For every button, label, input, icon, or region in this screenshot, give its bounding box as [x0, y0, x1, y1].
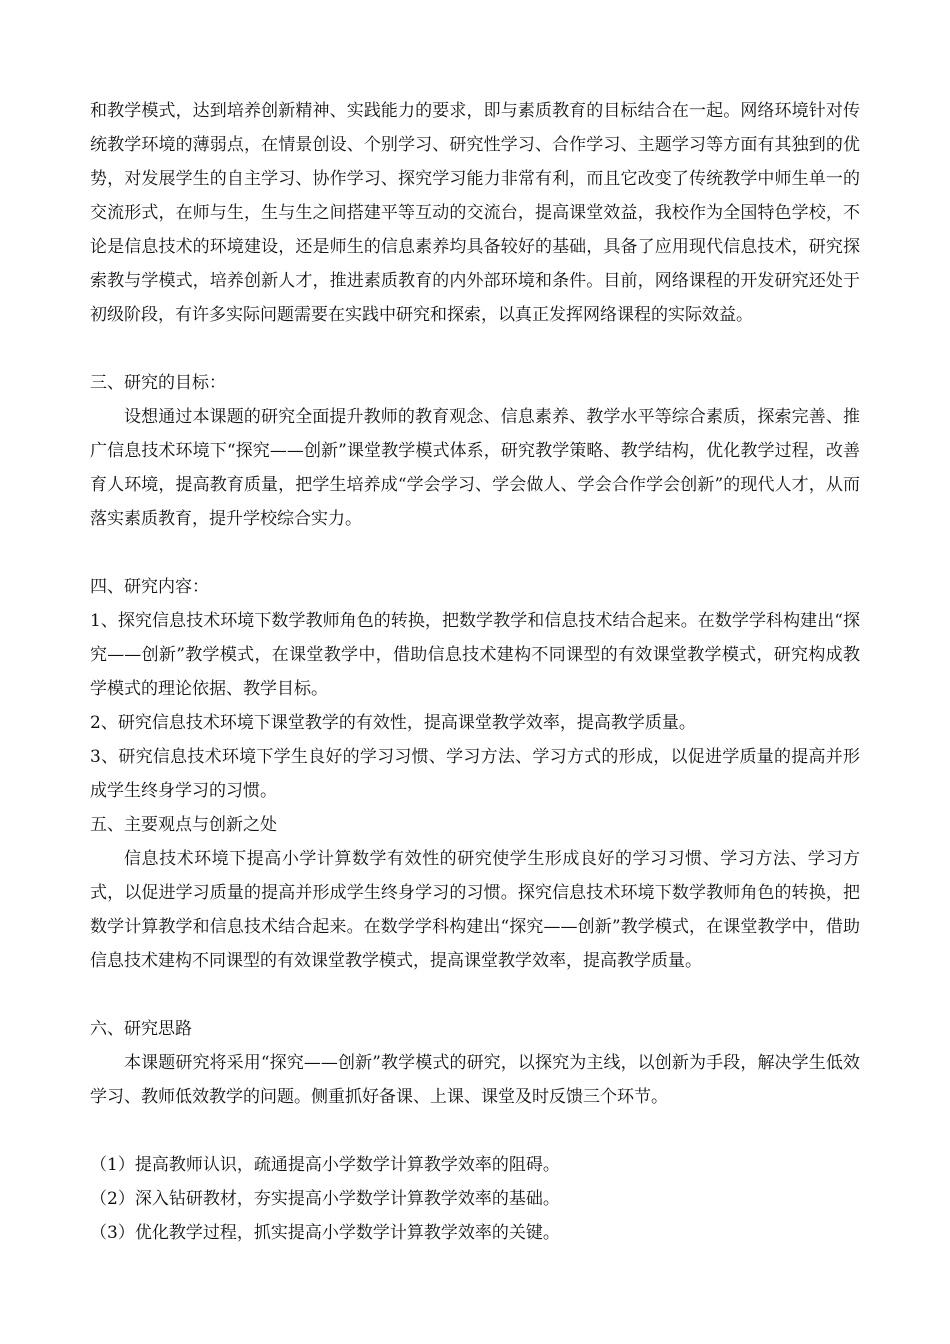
section-heading-innovation: 五、主要观点与创新之处: [90, 815, 277, 835]
content-item-1: 1、探究信息技术环境下数学教师角色的转换，把数学教学和信息技术结合起来。在数学学科构建出“探究——创新”教学模式，在课堂教学中，借助信息技术建构不同课型的有效课堂教学模式，研究构成教学模式的理论依据、教学目标。: [90, 611, 860, 699]
content-item-2: 2、研究信息技术环境下课堂教学的有效性，提高课堂教学效率，提高教学质量。: [90, 713, 696, 733]
approach-paragraph: 本课题研究将采用“探究——创新”教学模式的研究，以探究为主线，以创新为手段，解决学生低效学习、教师低效教学的问题。侧重抓好备课、上课、课堂及时反馈三个环节。: [90, 1053, 860, 1107]
section-heading-content: 四、研究内容：: [90, 577, 209, 597]
approach-step-2: （2）深入钻研教材，夯实提高小学数学计算教学效率的基础。: [90, 1189, 560, 1209]
goals-paragraph: 设想通过本课题的研究全面提升教师的教育观念、信息素养、教学水平等综合素质，探索完善、推广信息技术环境下“探究——创新”课堂教学模式体系，研究教学策略、教学结构，优化教学过程，改善育人环境，提高教育质量，把学生培养成“学会学习、学会做人、学会合作学会创新”的现代人才，从而落实素质教育，提升学校综合实力。: [90, 407, 860, 529]
approach-step-3: （3）优化教学过程，抓实提高小学数学计算教学效率的关键。: [90, 1223, 560, 1243]
section-heading-goals: 三、研究的目标：: [90, 373, 226, 393]
approach-step-1: （1）提高教师认识，疏通提高小学数学计算教学效率的阻碍。: [90, 1155, 560, 1175]
section-heading-approach: 六、研究思路: [90, 1019, 192, 1039]
background-paragraph: 和教学模式，达到培养创新精神、实践能力的要求，即与素质教育的目标结合在一起。网络环境针对传统教学环境的薄弱点，在情景创设、个别学习、研究性学习、合作学习、主题学习等方面有其独到的优势，对发展学生的自主学习、协作学习、探究学习能力非常有利，而且它改变了传统教学中师生单一的交流形式，在师与生，生与生之间搭建平等互动的交流台，提高课堂效益，我校作为全国特色学校，不论是信息技术的环境建设，还是师生的信息素养均具备较好的基础，具备了应用现代信息技术，研究探索教与学模式，培养创新人才，推进素质教育的内外部环境和条件。目前，网络课程的开发研究还处于初级阶段，有许多实际问题需要在实践中研究和探索，以真正发挥网络课程的实际效益。: [90, 101, 860, 325]
content-item-3: 3、研究信息技术环境下学生良好的学习习惯、学习方法、学习方式的形成，以促进学质量的提高并形成学生终身学习的习惯。: [90, 747, 860, 801]
innovation-paragraph: 信息技术环境下提高小学计算数学有效性的研究使学生形成良好的学习习惯、学习方法、学习方式，以促进学习质量的提高并形成学生终身学习的习惯。探究信息技术环境下数学教师角色的转换，把数学计算教学和信息技术结合起来。在数学学科构建出“探究——创新”教学模式，在课堂教学中，借助信息技术建构不同课型的有效课堂教学模式，提高课堂教学效率，提高教学质量。: [90, 849, 860, 971]
